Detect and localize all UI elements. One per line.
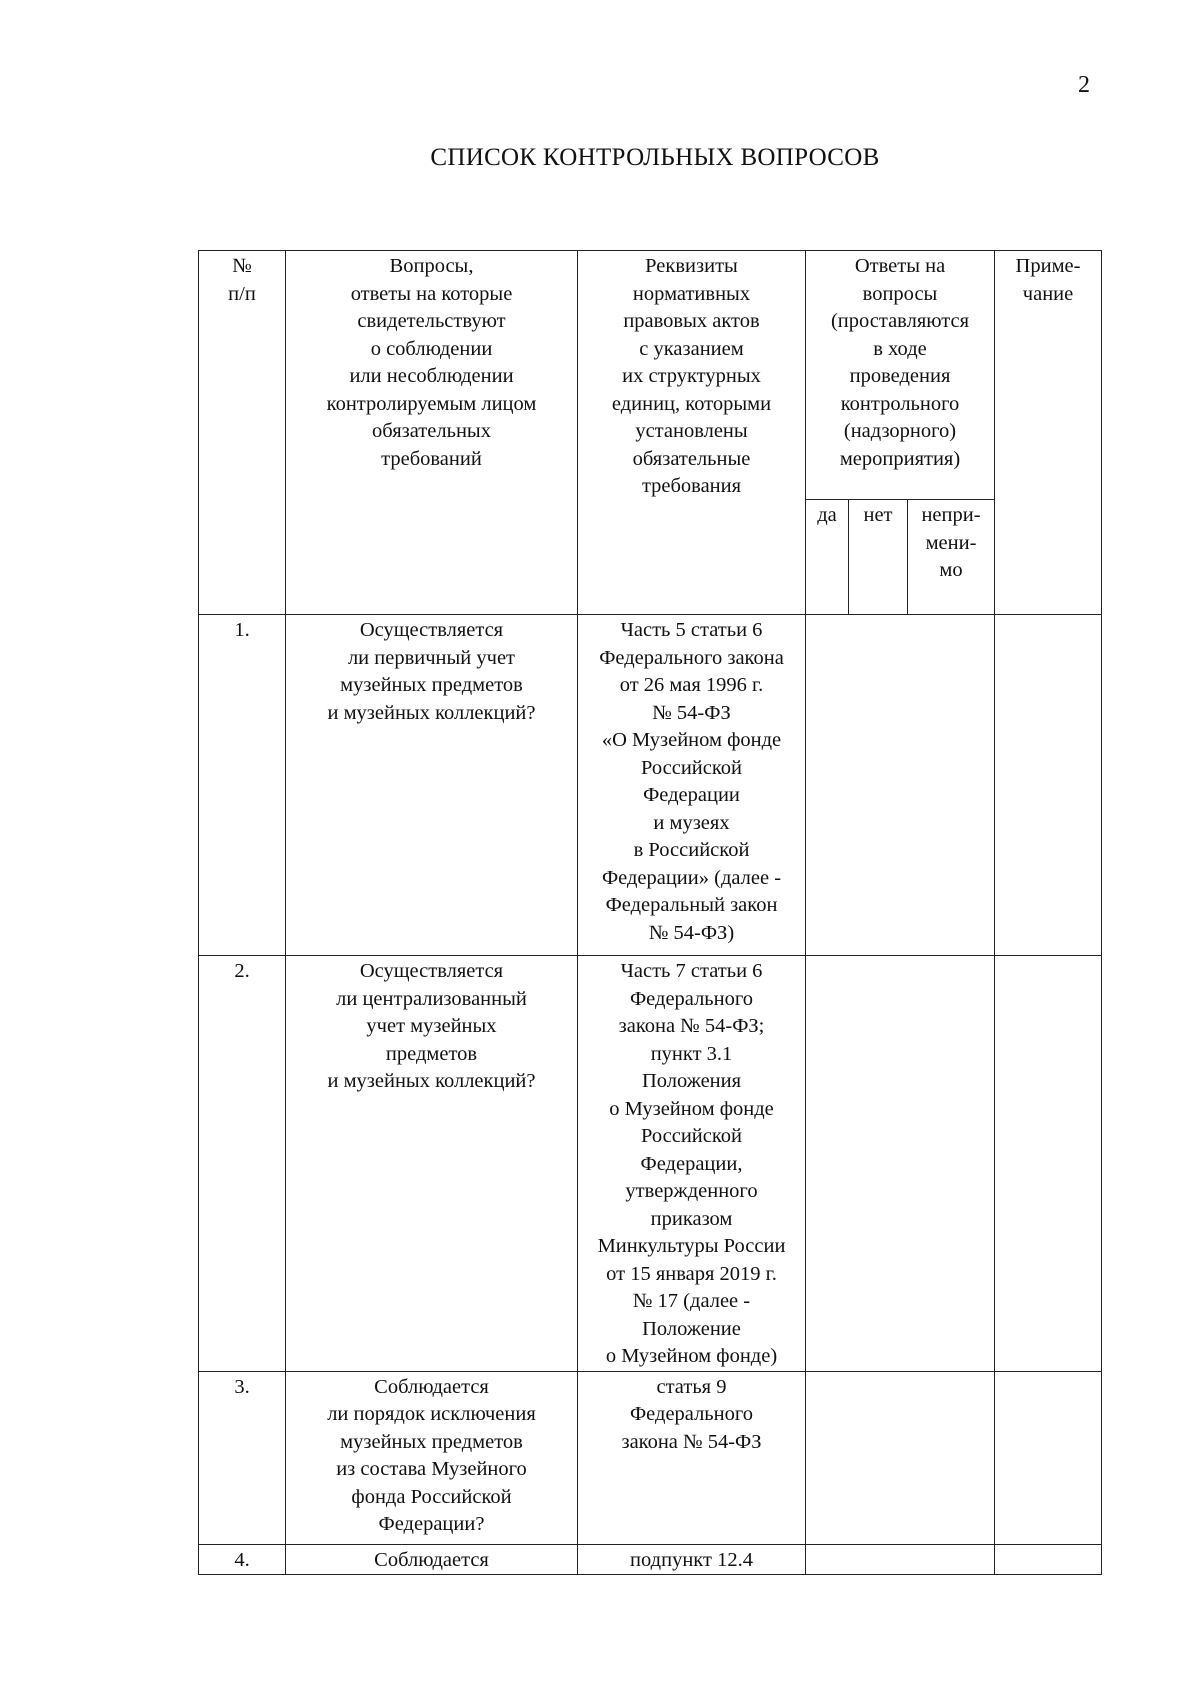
header-answer-yes: да (806, 500, 849, 615)
header-note: Приме- чание (995, 251, 1102, 615)
row-number: 1. (199, 615, 286, 956)
row-note-cell[interactable] (995, 615, 1102, 956)
table-row (199, 956, 1102, 1372)
header-number: № п/п (199, 251, 286, 615)
row-answer-cell[interactable] (806, 1371, 995, 1544)
row-number: 3. (199, 1371, 286, 1544)
row-question: Соблюдается (286, 1544, 578, 1575)
document-title: СПИСОК КОНТРОЛЬНЫХ ВОПРОСОВ (430, 144, 880, 171)
header-question: Вопросы, ответы на которые свидетельствуют о соблюдении или несоблюдении контролируемым лицом обязательных требований (286, 251, 578, 615)
row-note-cell[interactable] (995, 956, 1102, 1372)
header-answer-not-applicable: непри- мени- мо (908, 500, 995, 615)
row-answer-cell[interactable] (806, 956, 995, 1372)
row-question: Осуществляется ли централизованный учет музейных предметов и музейных коллекций? (286, 956, 578, 1372)
row-number: 2. (199, 956, 286, 1372)
row-question: Соблюдается ли порядок исключения музейных предметов из состава Музейного фонда Российской Федерации? (286, 1371, 578, 1544)
row-note-cell[interactable] (995, 1371, 1102, 1544)
table-row (199, 1544, 1102, 1575)
row-note-cell[interactable] (995, 1544, 1102, 1575)
table-row (199, 1371, 1102, 1544)
row-question: Осуществляется ли первичный учет музейных предметов и музейных коллекций? (286, 615, 578, 956)
row-answer-cell[interactable] (806, 615, 995, 956)
page-number: 2 (1078, 72, 1090, 98)
row-answer-cell[interactable] (806, 1544, 995, 1575)
header-requisites: Реквизиты нормативных правовых актов с указанием их структурных единиц, которыми установлены обязательные требования (578, 251, 806, 615)
row-requisites: статья 9 Федерального закона № 54-ФЗ (578, 1371, 806, 1544)
header-row (199, 251, 1102, 500)
table-row (199, 615, 1102, 956)
row-requisites: подпункт 12.4 (578, 1544, 806, 1575)
row-number: 4. (199, 1544, 286, 1575)
header-answer-no: нет (849, 500, 908, 615)
row-requisites: Часть 5 статьи 6 Федерального закона от 26 мая 1996 г. № 54-ФЗ «О Музейном фонде Российской Федерации и музеях в Российской Федерации» (далее - Федеральный закон № 54-ФЗ) (578, 615, 806, 956)
control-questions-table (198, 250, 1102, 1575)
header-answers: Ответы на вопросы (проставляются в ходе проведения контрольного (надзорного) мероприятия) (806, 251, 995, 500)
row-requisites: Часть 7 статьи 6 Федерального закона № 54-ФЗ; пункт 3.1 Положения о Музейном фонде Российской Федерации, утвержденного приказом Минкультуры России от 15 января 2019 г. № 17 (далее - Положение о Музейном фонде) (578, 956, 806, 1372)
